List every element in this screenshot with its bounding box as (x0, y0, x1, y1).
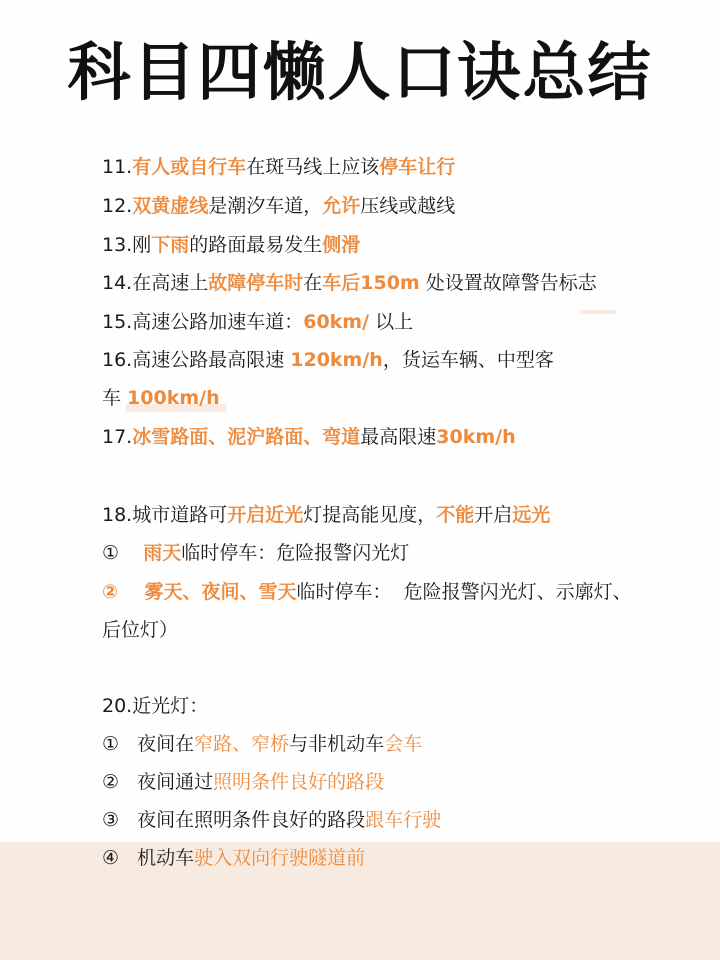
rule-16 (102, 348, 554, 372)
rule-20 (102, 694, 208, 718)
rule-18-sub-1 (102, 541, 409, 565)
rule-text: ② 夜间通过 (102, 771, 214, 793)
rule-text: 是潮汐车道， (208, 195, 323, 217)
highlight-text: 跟车行驶 (365, 809, 442, 831)
rule-number: 11. (102, 156, 133, 178)
highlight-text: 双黄虚线 (132, 195, 209, 217)
highlight-text: 允许 (322, 195, 361, 217)
rule-text: 15.高速公路加速车道： (102, 311, 304, 333)
page-title: 科目四懒人口诀总结 (67, 36, 653, 109)
rule-text: 灯提高能见度， (303, 504, 437, 526)
highlight-text: 30km/h (436, 426, 516, 448)
rule-text: 14.在高速上 (102, 272, 209, 294)
rule-text: 压线或越线 (360, 195, 456, 217)
rule-text: ，货运车辆、中型客 (382, 349, 554, 371)
rule-text: 处设置故障警告标志 (419, 272, 597, 294)
highlight-text: 远光 (512, 504, 551, 526)
rule-text: 与非机动车 (289, 733, 385, 755)
rule-text: 20.近光灯： (102, 695, 209, 717)
rule-text: 16.高速公路最高限速 (102, 349, 291, 371)
highlight-text: 下雨 (151, 234, 190, 256)
highlight-text: 冰雪路面、泥沪路面、弯道 (132, 426, 361, 448)
rule-text: 在 (303, 272, 323, 294)
highlight-text: 车后150m (322, 272, 420, 294)
rule-text: 13.刚 (102, 234, 152, 256)
rule-text: ① 夜间在 (102, 733, 195, 755)
rule-text: 的路面最易发生 (189, 234, 323, 256)
rule-text: 以上 (369, 311, 414, 333)
highlight-text: 会车 (384, 733, 423, 755)
highlight-text: 照明条件良好的路段 (213, 771, 385, 793)
rule-18-sub-2 (102, 580, 632, 604)
highlight-text: 雨天 (143, 542, 182, 564)
rule-17 (102, 425, 516, 449)
highlight-text: 60km/ (303, 311, 370, 333)
rule-text: 临时停车：危险报警闪光灯 (181, 542, 410, 564)
rule-14 (102, 271, 597, 295)
highlight-text: 100km/h (127, 387, 220, 409)
rule-20-item-2 (102, 770, 384, 794)
rule-18 (102, 503, 550, 527)
highlight-text: 停车让行 (379, 156, 456, 178)
rule-text: 车 (102, 387, 128, 409)
rule-text: ③ 夜间在照明条件良好的路段 (102, 809, 366, 831)
rule-13 (102, 233, 360, 257)
highlight-text: 开启近光 (227, 504, 304, 526)
rule-15 (102, 310, 413, 334)
rule-text: ④ 机动车 (102, 847, 195, 869)
highlight-text: 窄路、窄桥 (194, 733, 290, 755)
rule-16-continued (102, 386, 220, 410)
rule-number: 12. (102, 195, 133, 217)
highlight-text: 故障停车时 (208, 272, 304, 294)
rule-20-item-4 (102, 846, 365, 870)
rule-20-item-3 (102, 808, 441, 832)
rule-text: 临时停车： 危险报警闪光灯、示廓灯、 (296, 581, 632, 603)
highlight-text: ② 雾天、夜间、雪天 (102, 581, 297, 603)
rule-text: 开启 (474, 504, 513, 526)
highlight-text: 有人或自行车 (132, 156, 247, 178)
rule-text: 后位灯） (102, 619, 179, 641)
list-marker: ① (102, 542, 144, 564)
rule-20-item-1 (102, 732, 422, 756)
rule-number: 17. (102, 426, 133, 448)
rule-text: 18.城市道路可 (102, 504, 228, 526)
rule-11 (102, 155, 455, 179)
highlight-text: 120km/h (290, 349, 383, 371)
highlight-text: 驶入双向行驶隧道前 (194, 847, 366, 869)
rule-text: 在斑马线上应该 (246, 156, 380, 178)
rule-18-sub-2-continued (102, 618, 178, 642)
rule-text: 最高限速 (360, 426, 437, 448)
highlighter-mark (580, 310, 616, 314)
highlight-text: 不能 (436, 504, 475, 526)
highlight-text: 侧滑 (322, 234, 361, 256)
rule-12 (102, 194, 455, 218)
